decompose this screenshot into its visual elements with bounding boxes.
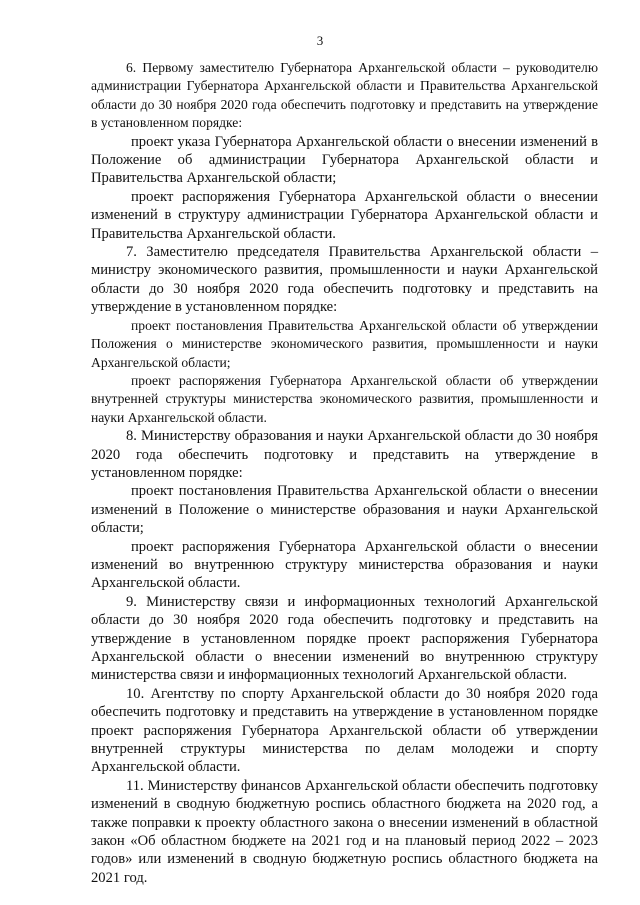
paragraph-item-8: 8. Министерству образования и науки Архангельской области до 30 ноября 2020 года обеспечить подготовку и представить на утверждение в установленном порядке: xyxy=(91,428,598,481)
paragraph-sub: проект постановления Правительства Архангельской области о внесении изменений в Положение о министерстве образования и науки Архангельской области; xyxy=(91,483,598,537)
paragraph-sub: проект распоряжения Губернатора Архангельской области о внесении изменений в структуру администрации Губернатора Архангельской области и Правительства Архангельской области. xyxy=(91,188,598,242)
paragraph-item-10: 10. Агентству по спорту Архангельской области до 30 ноября 2020 года обеспечить подготовку и представить на утверждение в установленном порядке проект распоряжения Губернатора Архангельской области об утверждении внутренней структуры министерства по делам молодежи и спорту Архангельской области. xyxy=(91,685,598,776)
paragraph-item-7: 7. Заместителю председателя Правительства Архангельской области – министру экономического развития, промышленности и науки Архангельской области до 30 ноября 2020 года обеспечить подготовку и представить на утверждение в установленном порядке: xyxy=(91,244,598,316)
paragraph-sub: проект распоряжения Губернатора Архангельской области о внесении изменений во внутреннюю структуру министерства образования и науки Архангельской области. xyxy=(91,538,598,592)
paragraph-sub: проект указа Губернатора Архангельской области о внесении изменений в Положение об администрации Губернатора Архангельской области и Правительства Архангельской области; xyxy=(91,133,598,187)
paragraph-item-9: 9. Министерству связи и информационных технологий Архангельской области до 30 ноября 2020 года обеспечить подготовку и представить на утверждение в установленном порядке проект распоряжения Губернатора Архангельской области о внесении изменений во внутреннюю структуру министерства связи и информационных технологий Архангельской области. xyxy=(91,593,598,684)
paragraph-sub: проект постановления Правительства Архангельской области об утверждении Положения о министерстве экономического развития, промышленности и науки Архангельской области; xyxy=(91,317,598,370)
paragraph-sub: проект распоряжения Губернатора Архангельской области об утверждении внутренней структуры министерства экономического развития, промышленности и науки Архангельской области. xyxy=(91,372,598,425)
paragraph-item-11: 11. Министерству финансов Архангельской области обеспечить подготовку изменений в сводную бюджетную роспись областного бюджета на 2020 год, а также поправки к проекту областного закона о внесении изменений в областной закон «Об областном бюджете на 2021 год и на плановый период 2022 – 2023 годов» или изменений в сводную бюджетную роспись областного бюджета на 2021 год. xyxy=(91,777,598,886)
paragraph-item-6: 6. Первому заместителю Губернатора Архангельской области – руководителю администрации Губернатора Архангельской области и Правительства Архангельской области до 30 ноября 2020 года обеспечить подготовку и представить на утверждение в установленном порядке: xyxy=(91,60,598,131)
document-body xyxy=(91,59,598,887)
page-number: 3 xyxy=(316,33,324,48)
